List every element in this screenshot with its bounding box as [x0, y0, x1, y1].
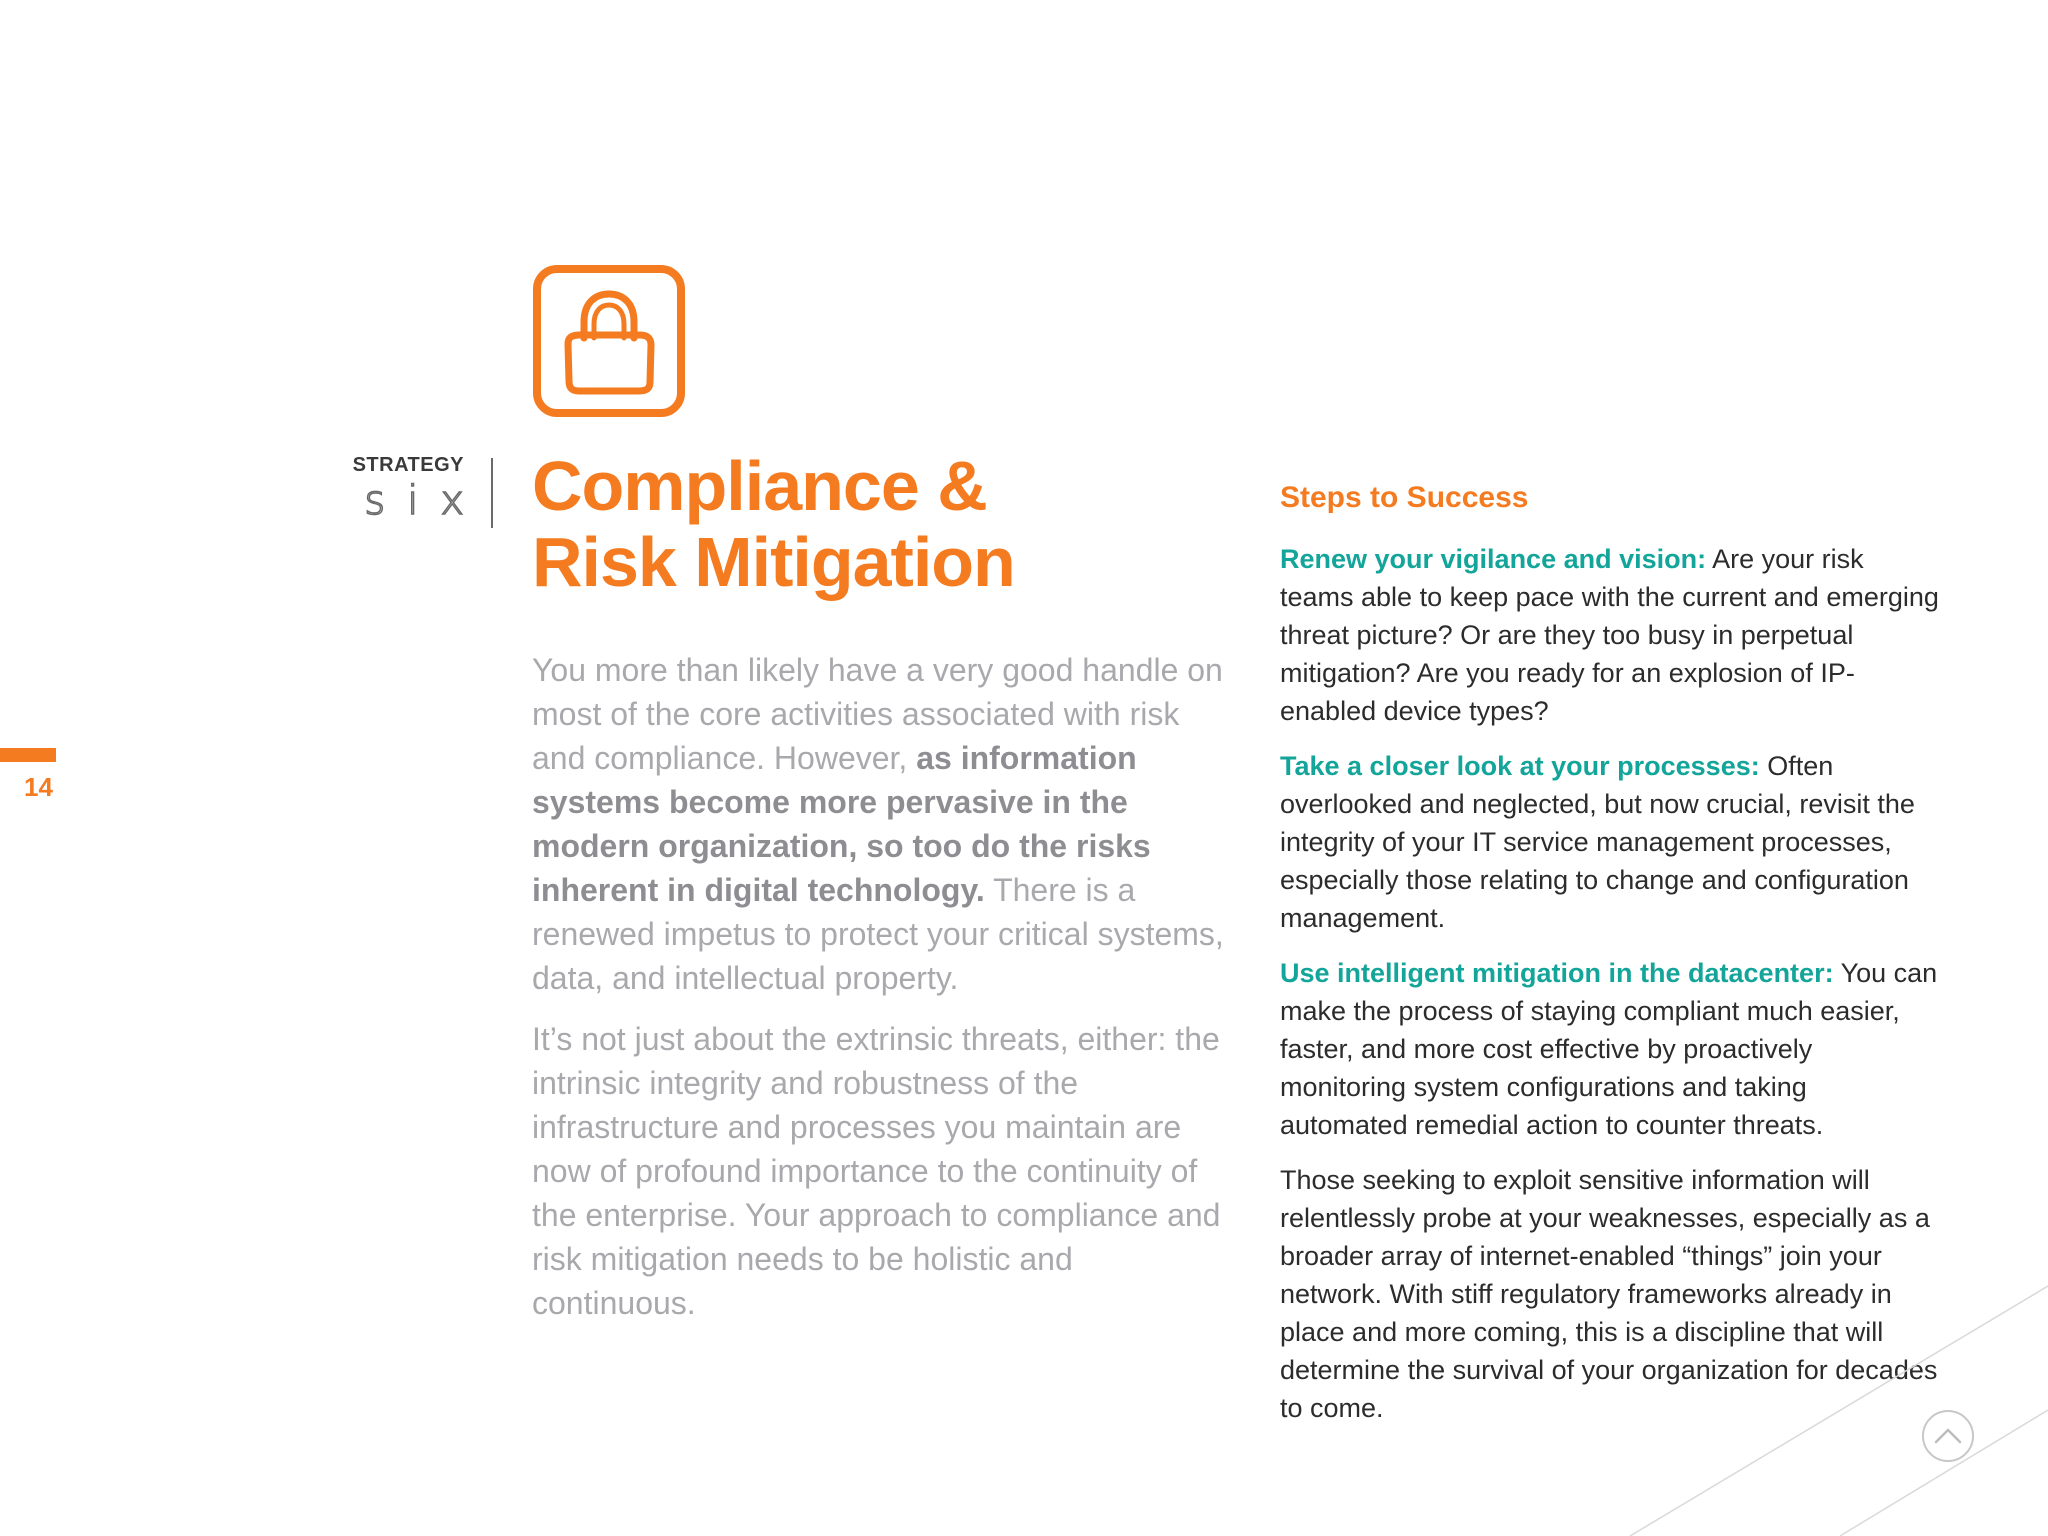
- strategy-word: STRATEGY: [352, 454, 464, 476]
- title-line-1: Compliance &: [532, 447, 987, 525]
- step-title: Take a closer look at your processes:: [1280, 751, 1760, 781]
- intro-p1-end: There is a renewed impetus to protect your critical systems, data, and intellectual property.: [532, 872, 1224, 996]
- title-line-2: Risk Mitigation: [532, 523, 1015, 601]
- step-title: Use intelligent mitigation in the datacenter:: [1280, 958, 1834, 988]
- step-item: [1280, 540, 1940, 730]
- intro-p1-bold: as information systems become more pervasive in the modern organization, so too do the risks inherent in digital technology.: [532, 740, 1151, 908]
- strategy-label: [346, 454, 486, 524]
- chevron-up-icon: [1924, 1412, 1972, 1460]
- page-number: 14: [24, 772, 53, 802]
- step-title: Renew your vigilance and vision:: [1280, 544, 1707, 574]
- intro-p1-start: You more than likely have a very good handle on most of the core activities associated with risk and compliance. However,: [532, 652, 1223, 776]
- step-item: [1280, 747, 1940, 937]
- step-text: Often overlooked and neglected, but now crucial, revisit the integrity of your IT service management processes, especially those relating to change and configuration management.: [1280, 751, 1915, 933]
- lock-icon: [532, 264, 686, 418]
- strategy-divider: [491, 458, 493, 528]
- step-item: [1280, 954, 1940, 1144]
- steps-heading: Steps to Success: [1280, 481, 1529, 514]
- intro-paragraph-1: [532, 648, 1232, 1000]
- closing-paragraph: Those seeking to exploit sensitive information will relentlessly probe at your weaknesses, especially as a broader array of internet-enabled “things” join your network. With stiff regulatory frameworks already in place and more coming, this is a discipline that will determine the survival of your organization for decades to come.: [1280, 1165, 1938, 1423]
- strategy-number: six: [364, 478, 486, 524]
- decorative-lines: [1560, 1240, 2048, 1536]
- intro-text: [532, 648, 1232, 1342]
- intro-paragraph-2: It’s not just about the extrinsic threats, either: the intrinsic integrity and robustness of the infrastructure and processes you maintain are now of profound importance to the continuity of the enterprise. Your approach to compliance and risk mitigation needs to be holistic and continuous.: [532, 1021, 1221, 1321]
- step-text: Are your risk teams able to keep pace with the current and emerging threat picture? Or are they too busy in perpetual mitigation? Are you ready for an explosion of IP-enabled device types?: [1280, 544, 1939, 726]
- step-text: You can make the process of staying compliant much easier, faster, and more cost effective by proactively monitoring system configurations and taking automated remedial action to counter threats.: [1280, 958, 1938, 1140]
- page-title: [532, 448, 1015, 600]
- scroll-up-button[interactable]: [1922, 1410, 1974, 1462]
- page-number-bar: [0, 748, 56, 762]
